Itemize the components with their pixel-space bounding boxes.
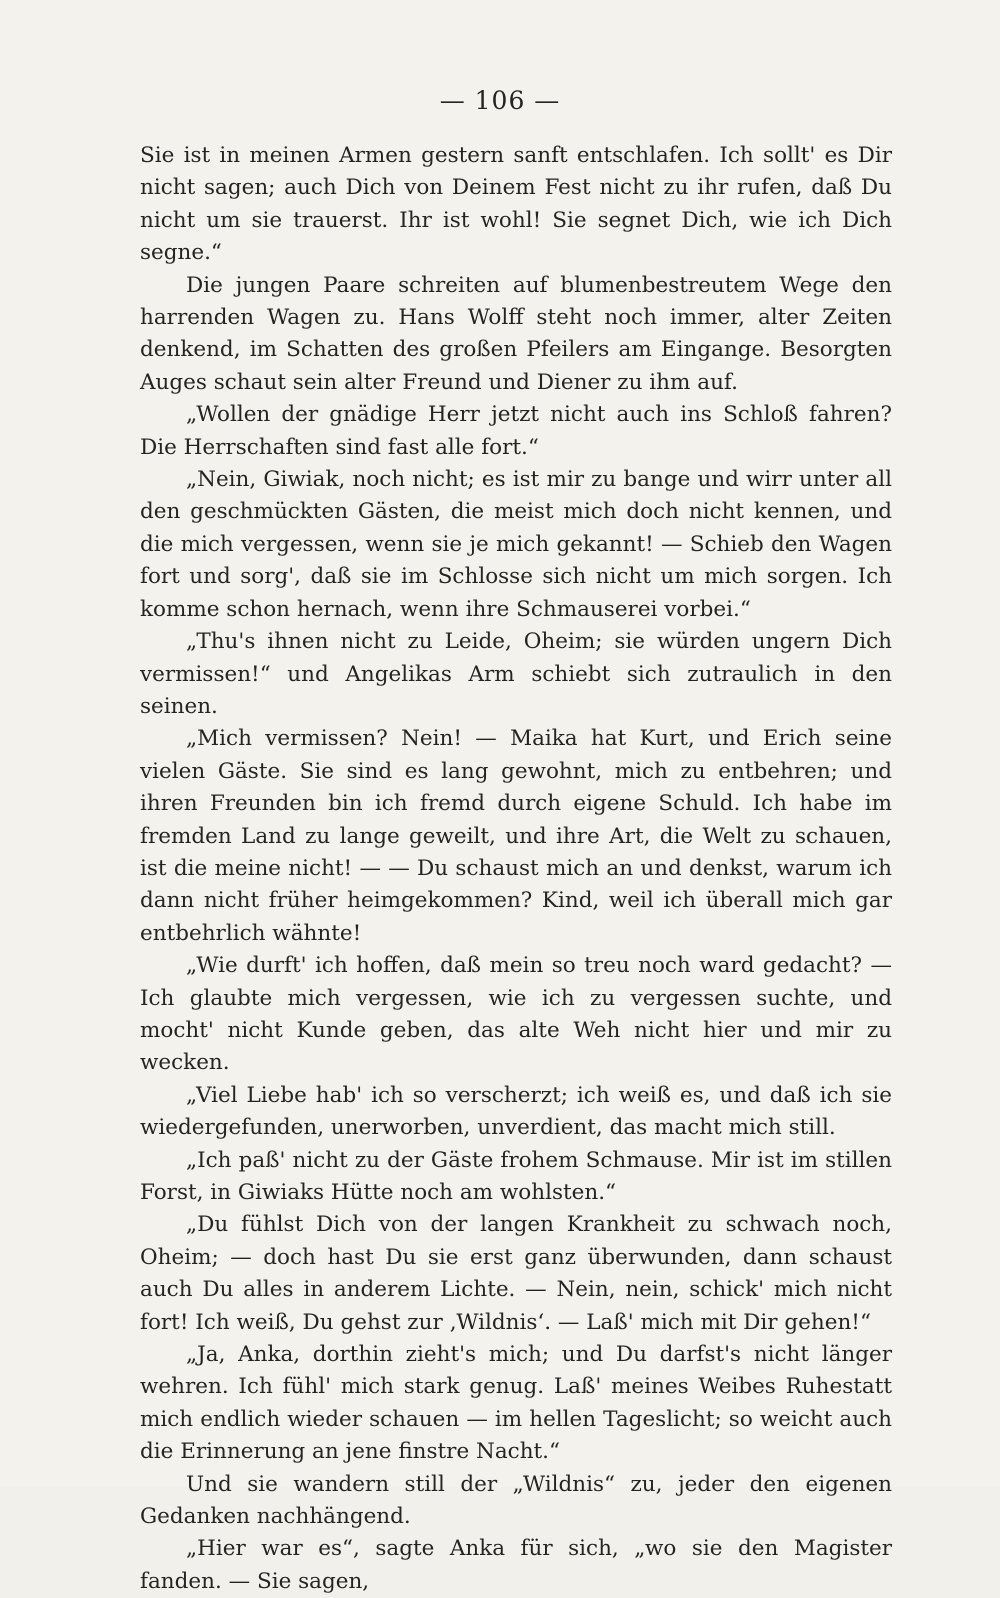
paragraph: „Ja, Anka, dorthin zieht's mich; und Du darfst's nicht länger wehren. Ich fühl' mich stark genug. Laß' meines Weibes Ruhestatt mich endlich wieder schauen — im hellen Tageslicht; so weicht auch die Erinnerung an jene finstre Nacht.“ <box>140 1342 892 1465</box>
paragraph: „Nein, Giwiak, noch nicht; es ist mir zu bange und wirr unter all den geschmückten Gästen, die meist mich doch nicht kennen, und die mich vergessen, wenn sie je mich gekannt! — Schieb den Wagen fort und sorg', daß sie im Schlosse sich nicht um mich sorgen. Ich komme schon hernach, wenn ihre Schmauserei vorbei.“ <box>140 467 892 622</box>
paragraph: „Hier war es“, sagte Anka für sich, „wo sie den Magister fanden. — Sie sagen, <box>140 1536 892 1594</box>
paragraph: „Thu's ihnen nicht zu Leide, Oheim; sie würden ungern Dich vermissen!“ und Angelikas Arm schiebt sich zutraulich in den seinen. <box>140 629 892 719</box>
page-body-text <box>140 140 892 1598</box>
paragraph: „Mich vermissen? Nein! — Maika hat Kurt, und Erich seine vielen Gäste. Sie sind es lang gewohnt, mich zu entbehren; und ihren Freunden bin ich fremd durch eigene Schuld. Ich habe im fremden Land zu lange geweilt, und ihre Art, die Welt zu schauen, ist die meine nicht! — — Du schaust mich an und denkst, warum ich dann nicht früher heimgekommen? Kind, weil ich überall mich gar entbehrlich wähnte! <box>140 726 892 946</box>
paragraph: „Wie durft' ich hoffen, daß mein so treu noch ward gedacht? — Ich glaubte mich vergessen, wie ich zu vergessen suchte, und mocht' nicht Kunde geben, das alte Weh nicht hier und mir zu wecken. <box>140 953 892 1076</box>
paragraph: Sie ist in meinen Armen gestern sanft entschlafen. Ich sollt' es Dir nicht sagen; auch Dich von Deinem Fest nicht zu ihr rufen, daß Du nicht um sie trauerst. Ihr ist wohl! Sie segnet Dich, wie ich Dich segne.“ <box>140 143 892 266</box>
paragraph: „Viel Liebe hab' ich so verscherzt; ich weiß es, und daß ich sie wiedergefunden, unerworben, unverdient, das macht mich still. <box>140 1082 892 1141</box>
paragraph: Und sie wandern still der „Wildnis“ zu, jeder den eigenen Gedanken nachhängend. <box>140 1471 892 1530</box>
paragraph: Die jungen Paare schreiten auf blumenbestreutem Wege den harrenden Wagen zu. Hans Wolff steht noch immer, alter Zeiten denkend, im Schatten des großen Pfeilers am Eingange. Besorgten Auges schaut sein alter Freund und Diener zu ihm auf. <box>140 272 892 395</box>
paragraph: „Du fühlst Dich von der langen Krankheit zu schwach noch, Oheim; — doch hast Du sie erst ganz überwunden, dann schaust auch Du alles in anderem Lichte. — Nein, nein, schick' mich nicht fort! Ich weiß, Du gehst zur ‚Wildnis‘. — Laß' mich mit Dir gehen!“ <box>140 1212 892 1335</box>
paragraph: „Wollen der gnädige Herr jetzt nicht auch ins Schloß fahren? Die Herrschaften sind fast alle fort.“ <box>140 402 892 460</box>
paragraph: „Ich paß' nicht zu der Gäste frohem Schmause. Mir ist im stillen Forst, in Giwiaks Hütte noch am wohlsten.“ <box>140 1147 892 1205</box>
page-number: — 106 — <box>439 86 561 115</box>
